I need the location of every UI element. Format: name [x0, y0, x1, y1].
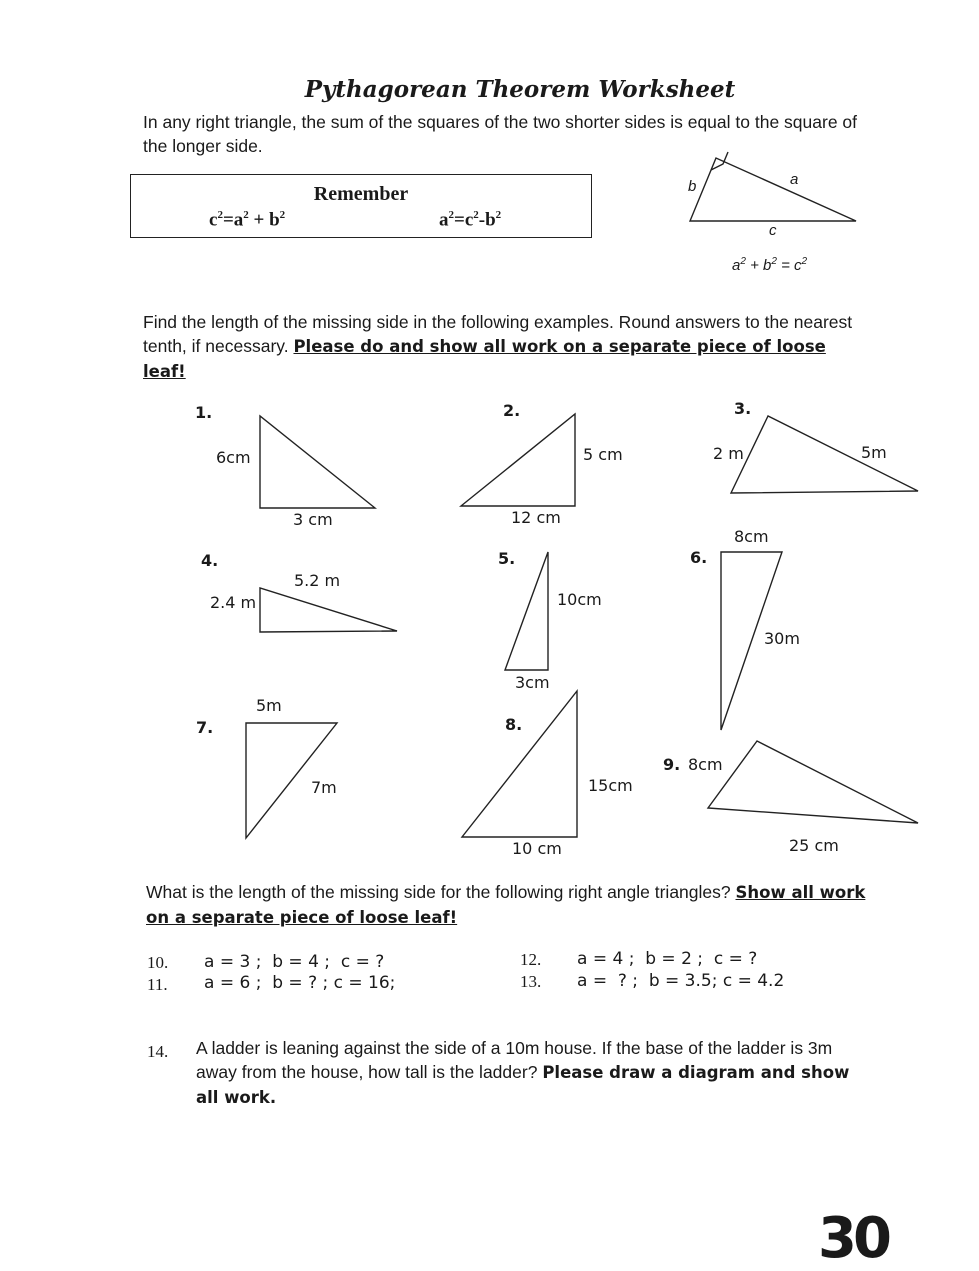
side-label: 15cm	[588, 776, 633, 795]
side-label: 8cm	[734, 527, 769, 546]
exercise-number: 13.	[520, 972, 542, 991]
formula-a-squared: $a^2=c^2-b^2$	[439, 209, 502, 231]
exercise-number: 12.	[520, 950, 542, 969]
reference-right-angle	[711, 152, 728, 170]
triangle-8	[462, 691, 577, 837]
triangle-1	[260, 416, 375, 508]
exercise-text: a = 6 ; b = ? ; c = 16;	[204, 973, 396, 993]
reference-label-b: b	[688, 178, 697, 195]
intro-text: In any right triangle, the sum of the squares of the two shorter sides is equal to the square of the longer side.	[143, 112, 858, 156]
remember-heading: Remember	[313, 183, 409, 205]
side-label: 8cm	[688, 755, 723, 774]
instructions-emphasis: Please do and show all work on a separate piece of loose leaf!	[143, 337, 826, 381]
side-label: 2 m	[713, 444, 744, 463]
problem-number: 2.	[503, 401, 521, 420]
triangle-3	[731, 416, 918, 493]
exercise-number: 10.	[147, 953, 169, 972]
worksheet-title: Pythagorean Theorem Worksheet	[304, 76, 736, 103]
exercise-text: a = 3 ; b = 4 ; c = ?	[204, 952, 385, 972]
side-label: 5m	[256, 696, 282, 715]
side-label: 12 cm	[511, 508, 561, 527]
side-label: 25 cm	[789, 836, 839, 855]
triangle-9	[708, 741, 918, 823]
triangle-2	[461, 414, 575, 506]
reference-equation: $a^2 + b^2 = c^2$	[732, 256, 808, 274]
side-label: 10 cm	[512, 839, 562, 858]
page-number: 30	[818, 1206, 888, 1271]
side-label: 7m	[311, 778, 337, 797]
side-label: 10cm	[557, 590, 602, 609]
instructions-text: Find the length of the missing side in the following examples. Round answers to the nearest tenth, if necessary.	[143, 312, 853, 356]
reference-label-c: c	[769, 222, 777, 239]
problem-number: 9.	[663, 755, 681, 774]
side-label: 6cm	[216, 448, 251, 467]
side-label: 3cm	[515, 673, 550, 692]
problem-number: 1.	[195, 403, 213, 422]
side-label: 5 cm	[583, 445, 623, 464]
side-label: 5m	[861, 443, 887, 462]
word-problem-number: 14.	[147, 1042, 169, 1061]
word-problem-emphasis: Please draw a diagram and show all work.	[196, 1063, 850, 1107]
triangle-5	[505, 552, 548, 670]
side-label: 30m	[764, 629, 800, 648]
problem-number: 8.	[505, 715, 523, 734]
word-problem	[196, 1036, 856, 1110]
word-problem-text: A ladder is leaning against the side of a 10m house. If the base of the ladder is 3m away from the house, how tall is the ladder?	[196, 1038, 833, 1082]
section2-text: What is the length of the missing side for the following right angle triangles?	[146, 882, 731, 902]
problem-number: 6.	[690, 548, 708, 567]
section2-emphasis: Show all work on a separate piece of loose leaf!	[146, 883, 866, 927]
problem-number: 7.	[196, 718, 214, 737]
problem-number: 3.	[734, 399, 752, 418]
triangle-4	[260, 588, 397, 632]
formula-c-squared: $c^2=a^2 + b^2$	[209, 209, 286, 231]
reference-label-a: a	[790, 171, 799, 188]
instructions	[143, 310, 873, 384]
problem-number: 5.	[498, 549, 516, 568]
section2-instructions	[146, 880, 886, 930]
exercise-number: 11.	[147, 975, 168, 994]
exercise-text: a = ? ; b = 3.5; c = 4.2	[577, 971, 785, 991]
exercise-text: a = 4 ; b = 2 ; c = ?	[577, 949, 758, 969]
problem-number: 4.	[201, 551, 219, 570]
side-label: 5.2 m	[294, 571, 341, 590]
side-label: 2.4 m	[210, 593, 257, 612]
side-label: 3 cm	[293, 510, 333, 529]
